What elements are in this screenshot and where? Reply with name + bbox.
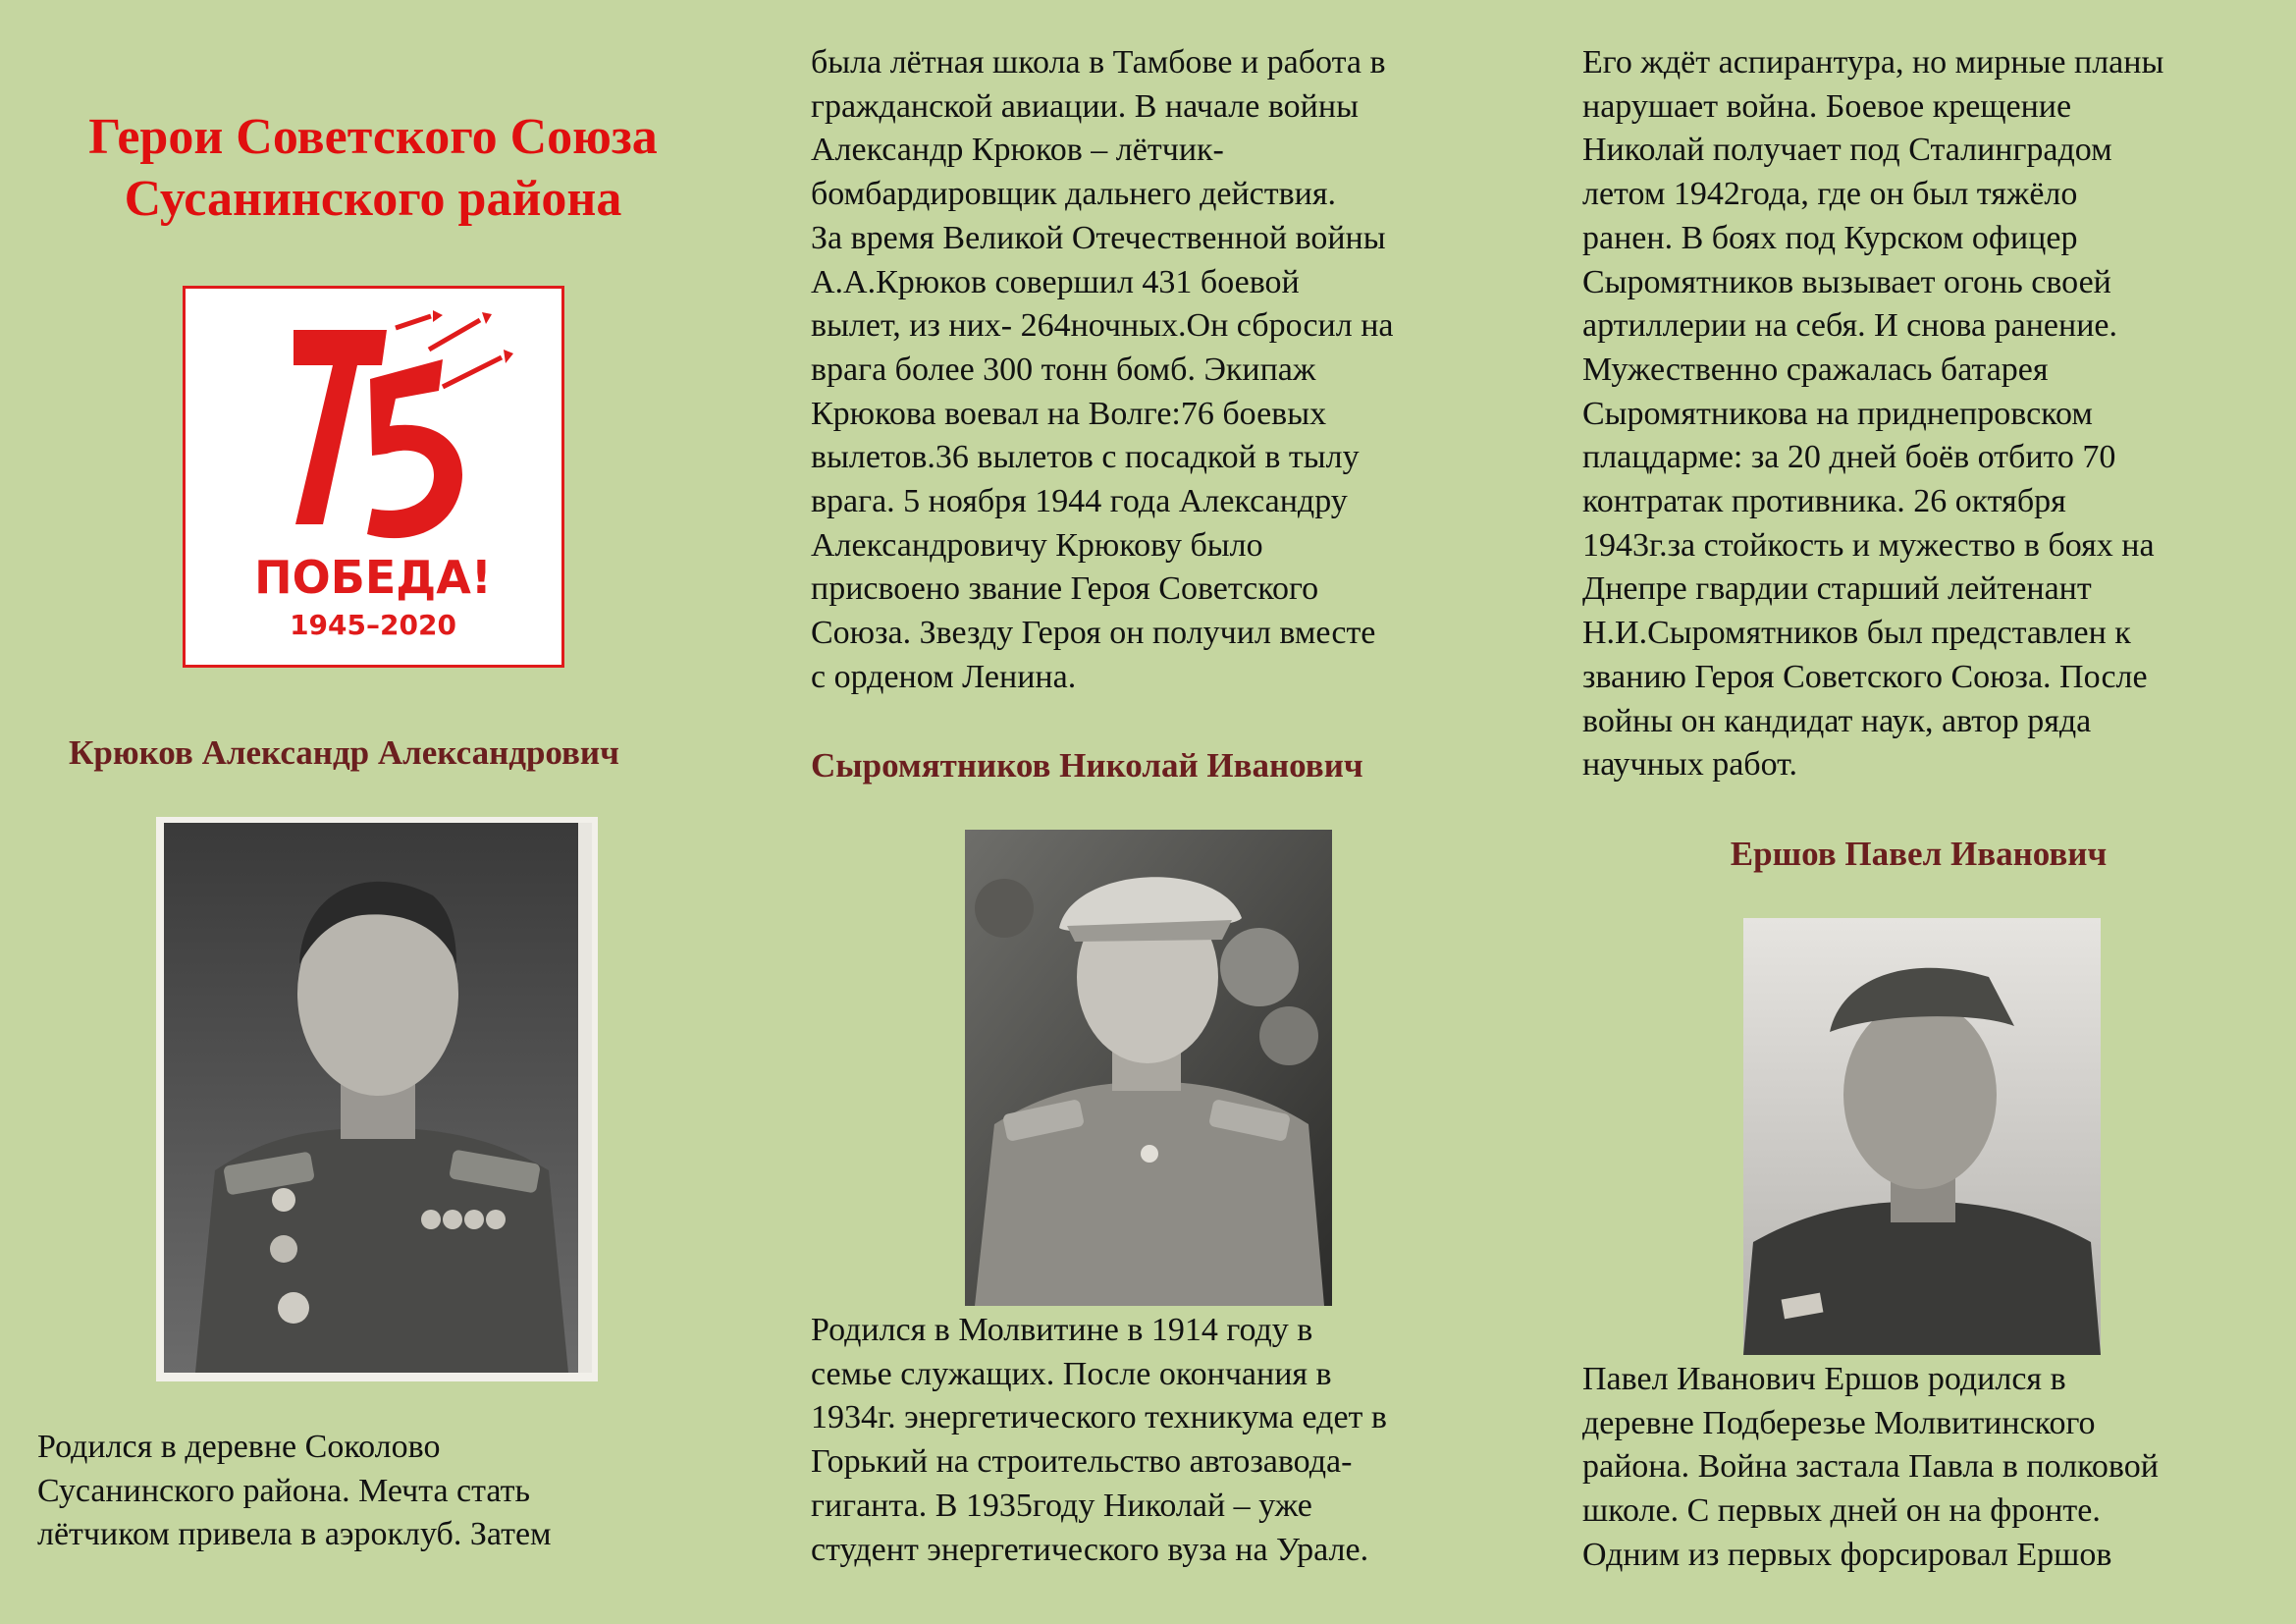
title-line-2: Сусанинского района	[124, 171, 622, 227]
hero-name-kryukov: Крюков Александр Александрович	[69, 733, 619, 772]
victory-75-logo	[183, 286, 564, 668]
portrait-soldier-photo	[1743, 918, 2101, 1355]
column3-text: Его ждёт аспирантура, но мирные планы нарушает война. Боевое крещение Николай получает под Сталинградом летом 1942года, где он был тяжёло ранен. В боях под Курском офицер Сыромятников вызывает огонь своей артиллерии на себя. И снова ранение. Мужественно сражалась батарея Сыромятникова на приднепровском плацдарме: за 20 дней боёв отбито 70 контратак противника. 26 октября 1943г.за стойкость и мужество в боях на Днепре гвардии старший лейтенант Н.И.Сыромятников был представлен к званию Героя Советского Союза. После войны он кандидат наук, автор ряда научных работ.	[1582, 44, 2164, 784]
hero-name-ershov: Ершов Павел Иванович	[1730, 835, 2108, 873]
logo-slogan: ПОБЕДА!	[254, 551, 492, 604]
column2-text: была лётная школа в Тамбове и работа в гражданской авиации. В начале войны Александр Крюков – лётчик- бомбардировщик дальнего действия. За время Великой Отечественной войны А.А.Крюков совершил 431 боевой вылет, из них- 264ночных.Он сбросил на врага более 300 тонн бомб. Экипаж Крюкова воевал на Волге:76 боевых вылетов.36 вылетов с посадкой в тылу врага. 5 ноября 1944 года Александру Александровичу Крюкову было присвоено звание Героя Советского Союза. Звезду Героя он получил вместе с орденом Ленина.	[811, 44, 1394, 695]
portrait-officer-photo	[156, 817, 598, 1381]
hero-bio-kryukov: Родился в деревне Соколово Сусанинского района. Мечта стать лётчиком привела в аэроклуб. Затем	[37, 1429, 552, 1553]
hero-photo-kryukov	[156, 817, 598, 1381]
logo-years: 1945–2020	[290, 609, 456, 641]
portrait-officer-cap-photo	[965, 830, 1332, 1306]
victory-75-emblem-icon	[186, 289, 561, 665]
hero-bio-syromyatnikov: Родился в Молвитине в 1914 году в семье служащих. После окончания в 1934г. энергетического техникума едет в Горький на строительство автозавода- гиганта. В 1935году Николай – уже студент энергетического вуза на Урале.	[811, 1312, 1387, 1568]
page-title	[39, 106, 707, 230]
hero-name-syromyatnikov: Сыромятников Николай Иванович	[811, 746, 1363, 785]
title-line-1: Герои Советского Союза	[88, 109, 658, 165]
hero-bio-ershov: Павел Иванович Ершов родился в деревне Подберезье Молвитинского района. Война застала Павла в полковой школе. С первых дней он на фронте. Одним из первых форсировал Ершов	[1582, 1361, 2159, 1573]
hero-photo-ershov	[1743, 918, 2101, 1355]
hero-photo-syromyatnikov	[965, 830, 1332, 1306]
